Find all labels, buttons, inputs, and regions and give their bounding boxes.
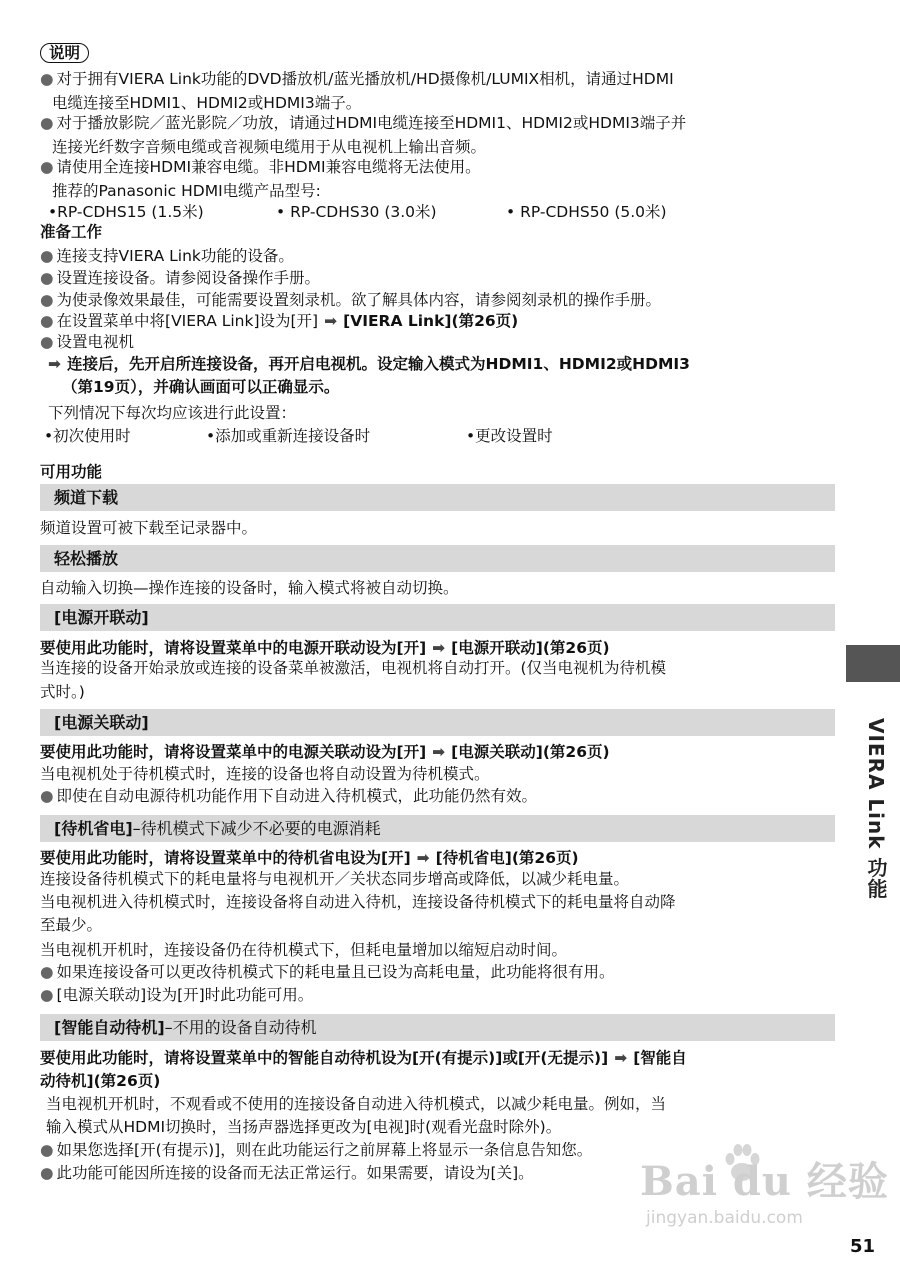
section-bar-power-off-link: [电源关联动] bbox=[40, 709, 835, 736]
arrow-icon: ➡ bbox=[416, 849, 430, 867]
sec3-line-2: 式时。) bbox=[40, 683, 85, 701]
prep-bold-1: ➡ 连接后，先开启所连接设备，再开启电视机。设定输入模式为HDMI1、HDMI2或HDMI3 bbox=[48, 355, 690, 373]
side-tab-marker bbox=[846, 645, 900, 682]
sec5-line-5: ● 如果连接设备可以更改待机模式下的耗电量且已设为高耗电量，此功能将很有用。 bbox=[40, 963, 615, 981]
sec6-line-4: ● 此功能可能因所连接的设备而无法正常运行。如果需要，请设为[关]。 bbox=[40, 1164, 534, 1182]
sec5-line-3: 至最少。 bbox=[40, 916, 103, 934]
sec5-line-2: 当电视机进入待机模式时，连接设备将自动进入待机，连接设备待机模式下的耗电量将自动降 bbox=[40, 893, 676, 911]
sec6-instruction-2: 动待机](第26页) bbox=[40, 1072, 161, 1090]
sec5-line-6: ● [电源关联动]设为[开]时此功能可用。 bbox=[40, 986, 314, 1004]
prep-item-3: ● 为使录像效果最佳，可能需要设置刻录机。欲了解具体内容，请参阅刻录机的操作手册。 bbox=[40, 291, 662, 309]
prep-item-4: ● 在设置菜单中将[VIERA Link]设为[开] ➡ [VIERA Link](第26页) bbox=[40, 312, 519, 330]
sec5-instruction: 要使用此功能时，请将设置菜单中的待机省电设为[开] ➡ [待机省电](第26页) bbox=[40, 849, 579, 867]
section-bar-smart-auto-standby: [智能自动待机]–不用的设备自动待机 bbox=[40, 1014, 835, 1041]
prep-case-3: •更改设置时 bbox=[466, 427, 553, 445]
section-bar-standby-power-save: [待机省电]–待机模式下减少不必要的电源消耗 bbox=[40, 815, 835, 842]
prep-when: 下列情况下每次均应该进行此设置： bbox=[48, 404, 297, 422]
watermark bbox=[640, 1150, 889, 1228]
sec6-line-3: ● 如果您选择[开(有提示)]，则在此功能运行之前屏幕上将显示一条信息告知您。 bbox=[40, 1141, 593, 1159]
sec6-instruction-1: 要使用此功能时，请将设置菜单中的智能自动待机设为[开(有提示)]或[开(无提示)] ➡ [智能自 bbox=[40, 1049, 687, 1067]
arrow-icon: ➡ bbox=[324, 312, 338, 330]
sec2-text: 自动输入切换—操作连接的设备时，输入模式将被自动切换。 bbox=[40, 579, 459, 597]
note-pill: 说明 bbox=[40, 43, 89, 63]
cable-model-3: • RP-CDHS50 (5.0米) bbox=[506, 203, 667, 221]
cable-model-1: •RP-CDHS15 (1.5米) bbox=[48, 203, 204, 221]
prep-item-2: ● 设置连接设备。请参阅设备操作手册。 bbox=[40, 269, 321, 287]
watermark-url: jingyan.baidu.com bbox=[646, 1208, 803, 1228]
side-label: VIERA Link 功能 bbox=[864, 718, 888, 900]
sec4-line-1: 当电视机处于待机模式时，连接的设备也将自动设置为待机模式。 bbox=[40, 765, 490, 783]
note-line-1: ● 对于拥有VIERA Link功能的DVD播放机/蓝光播放机/HD摄像机/LUMIX相机，请通过HDMI bbox=[40, 70, 674, 88]
funcs-heading: 可用功能 bbox=[40, 463, 103, 481]
sec5-line-1: 连接设备待机模式下的耗电量将与电视机开／关状态同步增高或降低，以减少耗电量。 bbox=[40, 870, 630, 888]
note-line-3: ● 对于播放影院／蓝光影院／功放，请通过HDMI电缆连接至HDMI1、HDMI2或HDMI3端子并 bbox=[40, 114, 687, 132]
sec5-line-4: 当电视机开机时，连接设备仍在待机模式下，但耗电量增加以缩短启动时间。 bbox=[40, 941, 568, 959]
sec4-instruction: 要使用此功能时，请将设置菜单中的电源关联动设为[开] ➡ [电源关联动](第26页) bbox=[40, 743, 610, 761]
arrow-icon: ➡ bbox=[614, 1049, 628, 1067]
prep-case-2: •添加或重新连接设备时 bbox=[206, 427, 371, 445]
sec1-text: 频道设置可被下载至记录器中。 bbox=[40, 519, 258, 537]
section-bar-easy-playback: 轻松播放 bbox=[40, 545, 835, 572]
cable-model-2: • RP-CDHS30 (3.0米) bbox=[276, 203, 437, 221]
note-line-6: 推荐的Panasonic HDMI电缆产品型号: bbox=[52, 182, 321, 200]
arrow-icon: ➡ bbox=[432, 743, 446, 761]
prep-case-1: •初次使用时 bbox=[44, 427, 131, 445]
section-bar-power-on-link: [电源开联动] bbox=[40, 604, 835, 631]
prep-item-5: ● 设置电视机 bbox=[40, 333, 135, 351]
watermark-logo: Bai du 经验 bbox=[640, 1158, 889, 1205]
sec6-line-2: 输入模式从HDMI切换时，当扬声器选择更改为[电视]时(观看光盘时除外)。 bbox=[46, 1118, 562, 1136]
arrow-icon: ➡ bbox=[432, 639, 446, 657]
sec4-line-2: ● 即使在自动电源待机功能作用下自动进入待机模式，此功能仍然有效。 bbox=[40, 787, 538, 805]
prep-heading: 准备工作 bbox=[40, 223, 103, 241]
sec3-line-1: 当连接的设备开始录放或连接的设备菜单被激活，电视机将自动打开。(仅当电视机为待机模 bbox=[40, 659, 667, 677]
note-line-4: 连接光纤数字音频电缆或音视频电缆用于从电视机上输出音频。 bbox=[52, 138, 487, 156]
page-number: 51 bbox=[850, 1236, 876, 1257]
section-bar-channel-download: 频道下载 bbox=[40, 484, 835, 511]
note-line-2: 电缆连接至HDMI1、HDMI2或HDMI3端子。 bbox=[52, 94, 362, 112]
arrow-icon: ➡ bbox=[48, 355, 61, 373]
sec3-instruction: 要使用此功能时，请将设置菜单中的电源开联动设为[开] ➡ [电源开联动](第26页) bbox=[40, 639, 610, 657]
note-line-5: ● 请使用全连接HDMI兼容电缆。非HDMI兼容电缆将无法使用。 bbox=[40, 158, 481, 176]
prep-item-1: ● 连接支持VIERA Link功能的设备。 bbox=[40, 247, 294, 265]
sec6-line-1: 当电视机开机时，不观看或不使用的连接设备自动进入待机模式，以减少耗电量。例如，当 bbox=[46, 1095, 667, 1113]
prep-bold-2: （第19页），并确认画面可以正确显示。 bbox=[62, 378, 340, 396]
